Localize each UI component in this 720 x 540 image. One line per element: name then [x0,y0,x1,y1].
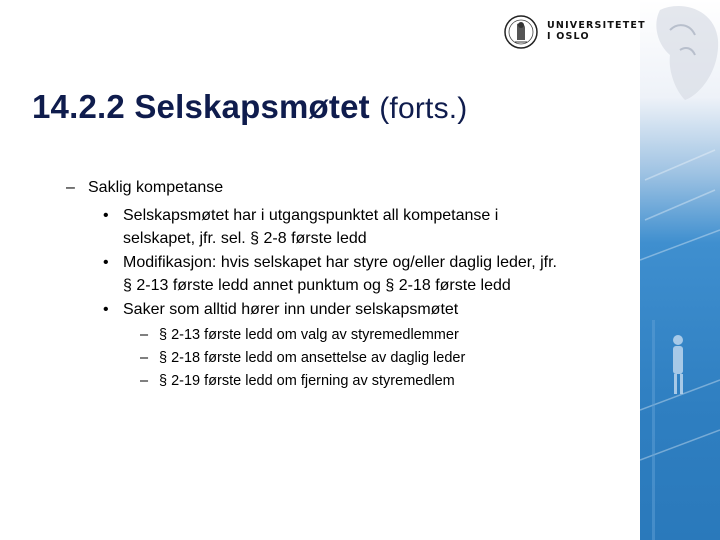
sub-item-marker: – [140,350,149,366]
bullet-marker: • [103,207,109,224]
title-suffix: (forts.) [379,92,468,125]
sub-item-marker: – [140,327,149,343]
bullet-marker: • [103,254,109,271]
level1-marker: – [66,179,75,196]
logo-line-1: UNIVERSITETET [547,20,646,31]
bullet-1-line-1: Selskapsmøtet har i utgangspunktet all kompetanse i [123,207,499,224]
side-panel-artwork [640,0,720,540]
sub-item-1: § 2-13 første ledd om valg av styremedlemmer [159,327,459,343]
title-main: 14.2.2 Selskapsmøtet [32,88,370,125]
decorative-side-panel [640,0,720,540]
logo-line-2: I OSLO [547,31,590,42]
sub-item-marker: – [140,373,149,389]
sub-item-3: § 2-19 første ledd om fjerning av styremedlem [159,373,455,389]
bullet-2-line-1: Modifikasjon: hvis selskapet har styre og/eller daglig leder, jfr. [123,254,557,271]
bullet-2-line-2: § 2-13 første ledd annet punktum og § 2-18 første ledd [123,277,511,294]
bullet-1-line-2: selskapet, jfr. sel. § 2-8 første ledd [123,230,367,247]
bullet-3-line-1: Saker som alltid hører inn under selskapsmøtet [123,301,459,318]
level1-text: Saklig kompetanse [88,179,224,196]
sub-item-2: § 2-18 første ledd om ansettelse av daglig leder [159,350,466,366]
bullet-marker: • [103,301,109,318]
